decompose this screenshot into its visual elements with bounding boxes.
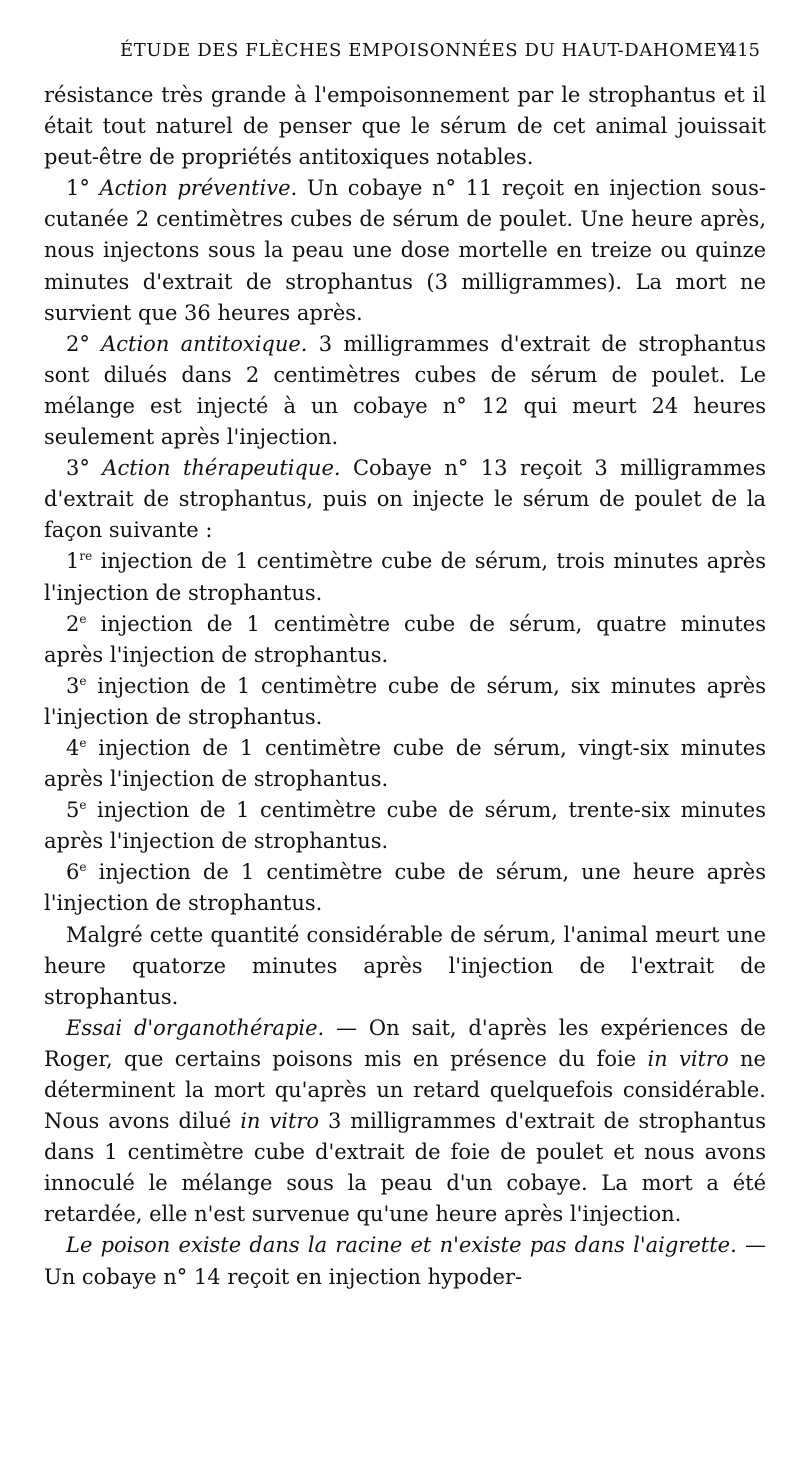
ordinal-suffix: e (79, 673, 87, 688)
paragraph-text: 3 milligrammes d'extrait de strophantus sont dilués dans 2 centimètres cubes de sérum de poulet. Le mélange est injecté à un cobaye n° 12 qui meurt 24 heures seulement après l'injection. (44, 331, 766, 450)
section-number: 2° (66, 331, 102, 356)
ordinal-suffix: e (79, 611, 87, 626)
paragraph-text: Malgré cette quantité considérable de sérum, l'animal meurt une heure quatorze minutes après l'injection de l'extrait de strophantus. (44, 922, 766, 1009)
page-number: 415 (725, 40, 760, 61)
injection-text: injection de 1 centimètre cube de sérum, une heure après l'injection de strophantus. (44, 860, 766, 916)
section-number: 1° (66, 176, 100, 201)
injection-item (44, 795, 766, 857)
paragraph-text: — Un cobaye n° 14 reçoit en injection hypoder- (44, 1233, 766, 1289)
italic-term: in vitro (240, 1109, 320, 1134)
ordinal-suffix: e (79, 735, 87, 750)
injection-number: 6 (66, 860, 80, 885)
section-number: 3° (66, 456, 103, 481)
paragraph-text: Cobaye n° 13 reçoit 3 milligrammes d'extrait de strophantus, puis on injecte le sérum de poulet de la façon suivante : (44, 456, 766, 543)
injection-number: 2 (66, 611, 80, 636)
injection-number: 5 (66, 798, 80, 823)
injection-item (44, 546, 766, 608)
ordinal-suffix: e (79, 798, 87, 813)
section-title: Action thérapeutique. (102, 456, 341, 481)
section-title: Le poison existe dans la racine et n'existe pas dans l'aigrette. (66, 1233, 737, 1258)
injection-text: injection de 1 centimètre cube de sérum, quatre minutes après l'injection de strophantus. (44, 611, 766, 667)
injection-number: 3 (66, 673, 80, 698)
ordinal-suffix: re (79, 549, 93, 564)
section-title: Action antitoxique. (101, 331, 308, 356)
paragraph-text: résistance très grande à l'empoisonnement par le strophantus et il était tout naturel de penser que le sérum de cet animal jouissait peut-être de propriétés antitoxiques notables. (44, 83, 766, 170)
injection-item (44, 857, 766, 919)
italic-term: in vitro (647, 1046, 729, 1071)
paragraph-text: 3 milligrammes d'extrait de strophantus dans 1 centimètre cube d'extrait de foie de poulet et nous avons innoculé le mélange sous la peau d'un cobaye. La mort a été retardée, elle n'est survenue qu'une heure après l'injection. (44, 1109, 766, 1227)
running-title: ÉTUDE DES FLÈCHES EMPOISONNÉES DU HAUT-DAHOMEY. (120, 40, 734, 61)
section-title: Essai d'organothérapie. (66, 1015, 325, 1040)
injection-text: injection de 1 centimètre cube de sérum, six minutes après l'injection de strophantus. (44, 673, 766, 729)
injection-text: injection de 1 centimètre cube de sérum, trois minutes après l'injection de strophantus. (44, 549, 766, 605)
injection-item (44, 609, 766, 671)
paragraph-text: Un cobaye n° 11 reçoit en injection sous-cutanée 2 centimètres cubes de sérum de poulet. Une heure après, nous injectons sous la peau une dose mortelle en treize ou quinze minutes d'extrait de strophantus (3 milligrammes). La mort ne survient que 36 heures après. (44, 176, 766, 325)
paragraph-preventive-action (44, 173, 766, 328)
paragraph-continuation (44, 80, 766, 173)
page-header (0, 40, 800, 74)
paragraph-organotherapy (44, 1013, 766, 1231)
injection-number: 4 (66, 735, 80, 760)
page-body (44, 80, 766, 1293)
paragraph-text: — On sait, d'après les expériences de Roger, que certains poisons mis en présence du foie (44, 1015, 766, 1071)
paragraph-antitoxic-action (44, 329, 766, 453)
ordinal-suffix: e (79, 860, 87, 875)
section-title: Action préventive. (99, 176, 298, 201)
injection-text: injection de 1 centimètre cube de sérum, vingt-six minutes après l'injection de strophantus. (44, 735, 766, 792)
injection-text: injection de 1 centimètre cube de sérum, trente-six minutes après l'injection de strophantus. (44, 798, 766, 854)
injection-number: 1 (66, 549, 80, 574)
paragraph-therapeutic-action (44, 453, 766, 546)
paragraph-poison-location (44, 1230, 766, 1292)
injection-item (44, 671, 766, 733)
injection-item (44, 733, 766, 795)
paragraph-conclusion (44, 920, 766, 1013)
paragraph-text: ne déterminent la mort qu'après un retard quelquefois considérable. Nous avons dilué (44, 1046, 766, 1134)
